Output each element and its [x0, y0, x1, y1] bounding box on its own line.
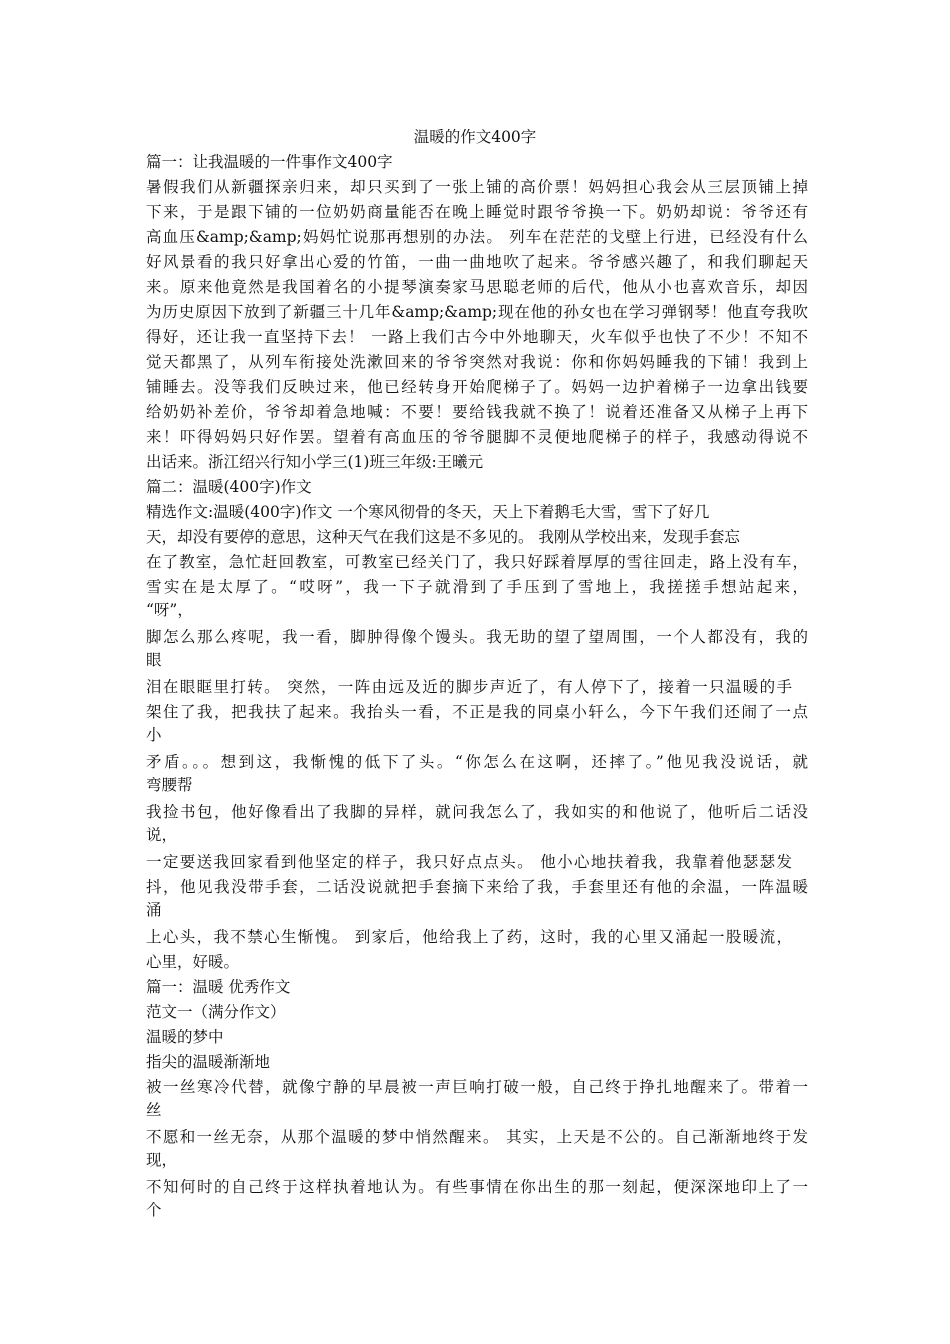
section-heading: 篇一：温暖 优秀作文 [146, 978, 291, 996]
paragraph-line: 矛盾。。。想到这，我惭愧的低下了头。“你怎么在这啊，还摔了。”他见我没说话，就 [146, 753, 808, 771]
paragraph-line: 得好，还让我一直坚持下去！ 一路上我们古今中外地聊天，火车似乎也快了不少！不知不 [146, 328, 808, 346]
section-heading: 篇一：让我温暖的一件事作文400字 [146, 153, 393, 171]
paragraph-line: 架住了我，把我扶了起来。我抬头一看，不正是我的同桌小轩么，今下午我们还闹了一点 [146, 703, 808, 721]
paragraph-line: 现， [146, 1151, 178, 1169]
paragraph-line: 觉天都黑了，从列车衔接处洗漱回来的爷爷突然对我说：你和你妈妈睡我的下铺！我到上 [146, 353, 808, 371]
paragraph-line: 铺睡去。没等我们反映过来，他已经转身开始爬梯子了。妈妈一边护着梯子一边拿出钱要 [146, 378, 808, 396]
paragraph-line: 精选作文:温暖(400字)作文 一个寒风彻骨的冬天，天上下着鹅毛大雪，雪下了好几 [146, 503, 710, 521]
paragraph-line: 我捡书包，他好像看出了我脚的异样，就问我怎么了，我如实的和他说了，他听后二话没 [146, 803, 808, 821]
paragraph-line: 泪在眼眶里打转。 突然，一阵由远及近的脚步声近了，有人停下了，接着一只温暖的手 [146, 678, 792, 696]
paragraph-line: 眼 [146, 651, 162, 669]
paragraph-line: 抖，他见我没带手套，二话没说就把手套摘下来给了我，手套里还有他的余温，一阵温暖 [146, 878, 808, 896]
section-heading: 篇二：温暖(400字)作文 [146, 478, 312, 496]
paragraph-line: 不愿和一丝无奈，从那个温暖的梦中悄然醒来。 其实，上天是不公的。自己渐渐地终于发 [146, 1128, 808, 1146]
paragraph-line: 雪实在是太厚了。“哎呀”，我一下子就滑到了手压到了雪地上，我搓搓手想站起来， [146, 578, 808, 596]
paragraph-line: 一定要送我回家看到他坚定的样子，我只好点点头。 他小心地扶着我，我靠着他瑟瑟发 [146, 853, 792, 871]
paragraph-line: 来！吓得妈妈只好作罢。望着有高血压的爷爷腿脚不灵便地爬梯子的样子，我感动得说不 [146, 428, 808, 446]
subheading: 范文一（满分作文） [146, 1003, 286, 1021]
paragraph-line: 好风景看的我只好拿出心爱的竹笛，一曲一曲地吹了起来。爷爷感兴趣了，和我们聊起天 [146, 253, 808, 271]
paragraph-line: 说， [146, 826, 178, 844]
paragraph-line: 弯腰帮 [146, 776, 193, 794]
paragraph-line: 脚怎么那么疼呢，我一看，脚肿得像个馒头。我无助的望了望周围，一个人都没有，我的 [146, 628, 808, 646]
paragraph-line: 不知何时的自己终于这样执着地认为。有些事情在你出生的那一刻起，便深深地印上了一 [146, 1178, 808, 1196]
paragraph-line: 心里，好暖。 [146, 953, 240, 971]
paragraph-line: 为历史原因下放到了新疆三十几年&amp;&amp;现在他的孙女也在学习弹钢琴！他直夸我吹 [146, 303, 808, 321]
paragraph-line: 丝 [146, 1101, 162, 1119]
document-title: 温暖的作文400字 [413, 128, 537, 146]
paragraph-line: 暑假我们从新疆探亲归来，却只买到了一张上铺的高价票！妈妈担心我会从三层顶铺上掉 [146, 178, 808, 196]
paragraph-line: 下来，于是跟下铺的一位奶奶商量能否在晚上睡觉时跟爷爷换一下。奶奶却说：爷爷还有 [146, 203, 808, 221]
paragraph-line: 被一丝寒冷代替，就像宁静的早晨被一声巨响打破一般，自己终于挣扎地醒来了。带着一 [146, 1078, 808, 1096]
paragraph-line: 个 [146, 1201, 162, 1219]
paragraph-line: 天，却没有要停的意思，这种天气在我们这是不多见的。 我刚从学校出来，发现手套忘 [146, 528, 740, 546]
subheading: 温暖的梦中 [146, 1028, 224, 1046]
paragraph-line: 来。原来他竟然是我国着名的小提琴演奏家马思聪老师的后代，他从小也喜欢音乐，却因 [146, 278, 808, 296]
paragraph-line: “呀”， [146, 601, 193, 619]
paragraph-line: 涌 [146, 901, 162, 919]
paragraph-line: 出话来。浙江绍兴行知小学三(1)班三年级:王曦元 [146, 453, 484, 471]
paragraph-line: 指尖的温暖渐渐地 [146, 1053, 271, 1071]
paragraph-line: 高血压&amp;&amp;妈妈忙说那再想别的办法。 列车在茫茫的戈壁上行进，已经没有什么 [146, 228, 808, 246]
paragraph-line: 给奶奶补差价，爷爷却着急地喊：不要！要给钱我就不换了！说着还准备又从梯子上再下 [146, 403, 808, 421]
paragraph-line: 上心头，我不禁心生惭愧。 到家后，他给我上了药，这时，我的心里又涌起一股暖流， [146, 928, 792, 946]
paragraph-line: 小 [146, 726, 162, 744]
paragraph-line: 在了教室，急忙赶回教室，可教室已经关门了，我只好踩着厚厚的雪往回走，路上没有车， [146, 553, 808, 571]
